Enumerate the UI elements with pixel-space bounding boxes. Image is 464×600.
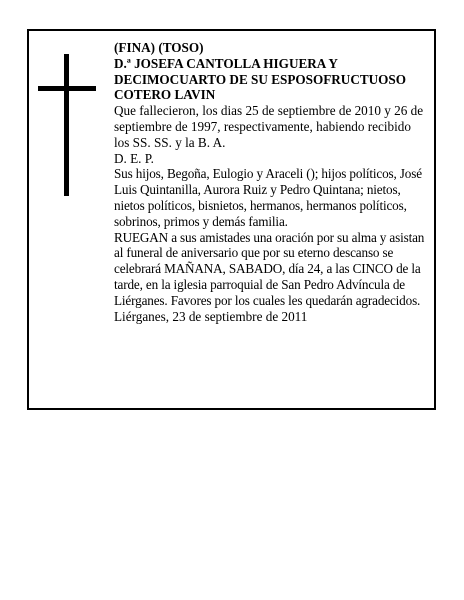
place-date: Liérganes, 23 de septiembre de 2011	[114, 308, 308, 324]
deceased-alias: (FINA) (TOSO)	[114, 40, 204, 55]
family-list: Sus hijos, Begoña, Eulogio y Araceli (); hijos políticos, José Luis Quintanilla, Aurora Ruiz y Pedro Quintana; nietos, nietos políticos, bisnietos, hermanos, hermanos políticos, sobrinos, primos y demás familia.	[114, 166, 422, 229]
cross-horizontal-bar	[38, 86, 96, 91]
obituary-text	[114, 40, 428, 324]
deceased-name: D.ª JOSEFA CANTOLLA HIGUERA Y DECIMOCUARTO DE SU ESPOSOFRUCTUOSO COTERO LAVIN	[114, 55, 407, 103]
funeral-request: RUEGAN a sus amistades una oración por su alma y asistan al funeral de aniversario que por su eterno descanso se celebrará MAÑANA, SABADO, día 24, a las CINCO de la tarde, en la iglesia parroquial de San Pedro Advíncula de Liérganes. Favores por los cuales les quedarán agradecidos.	[114, 229, 425, 308]
cross-vertical-bar	[64, 54, 69, 196]
rip-line: D. E. P.	[114, 150, 154, 166]
death-announcement: Que fallecieron, los dias 25 de septiembre de 2010 y 26 de septiembre de 1997, respectivamente, habiendo recibido los SS. SS. y la B. A.	[114, 103, 424, 150]
